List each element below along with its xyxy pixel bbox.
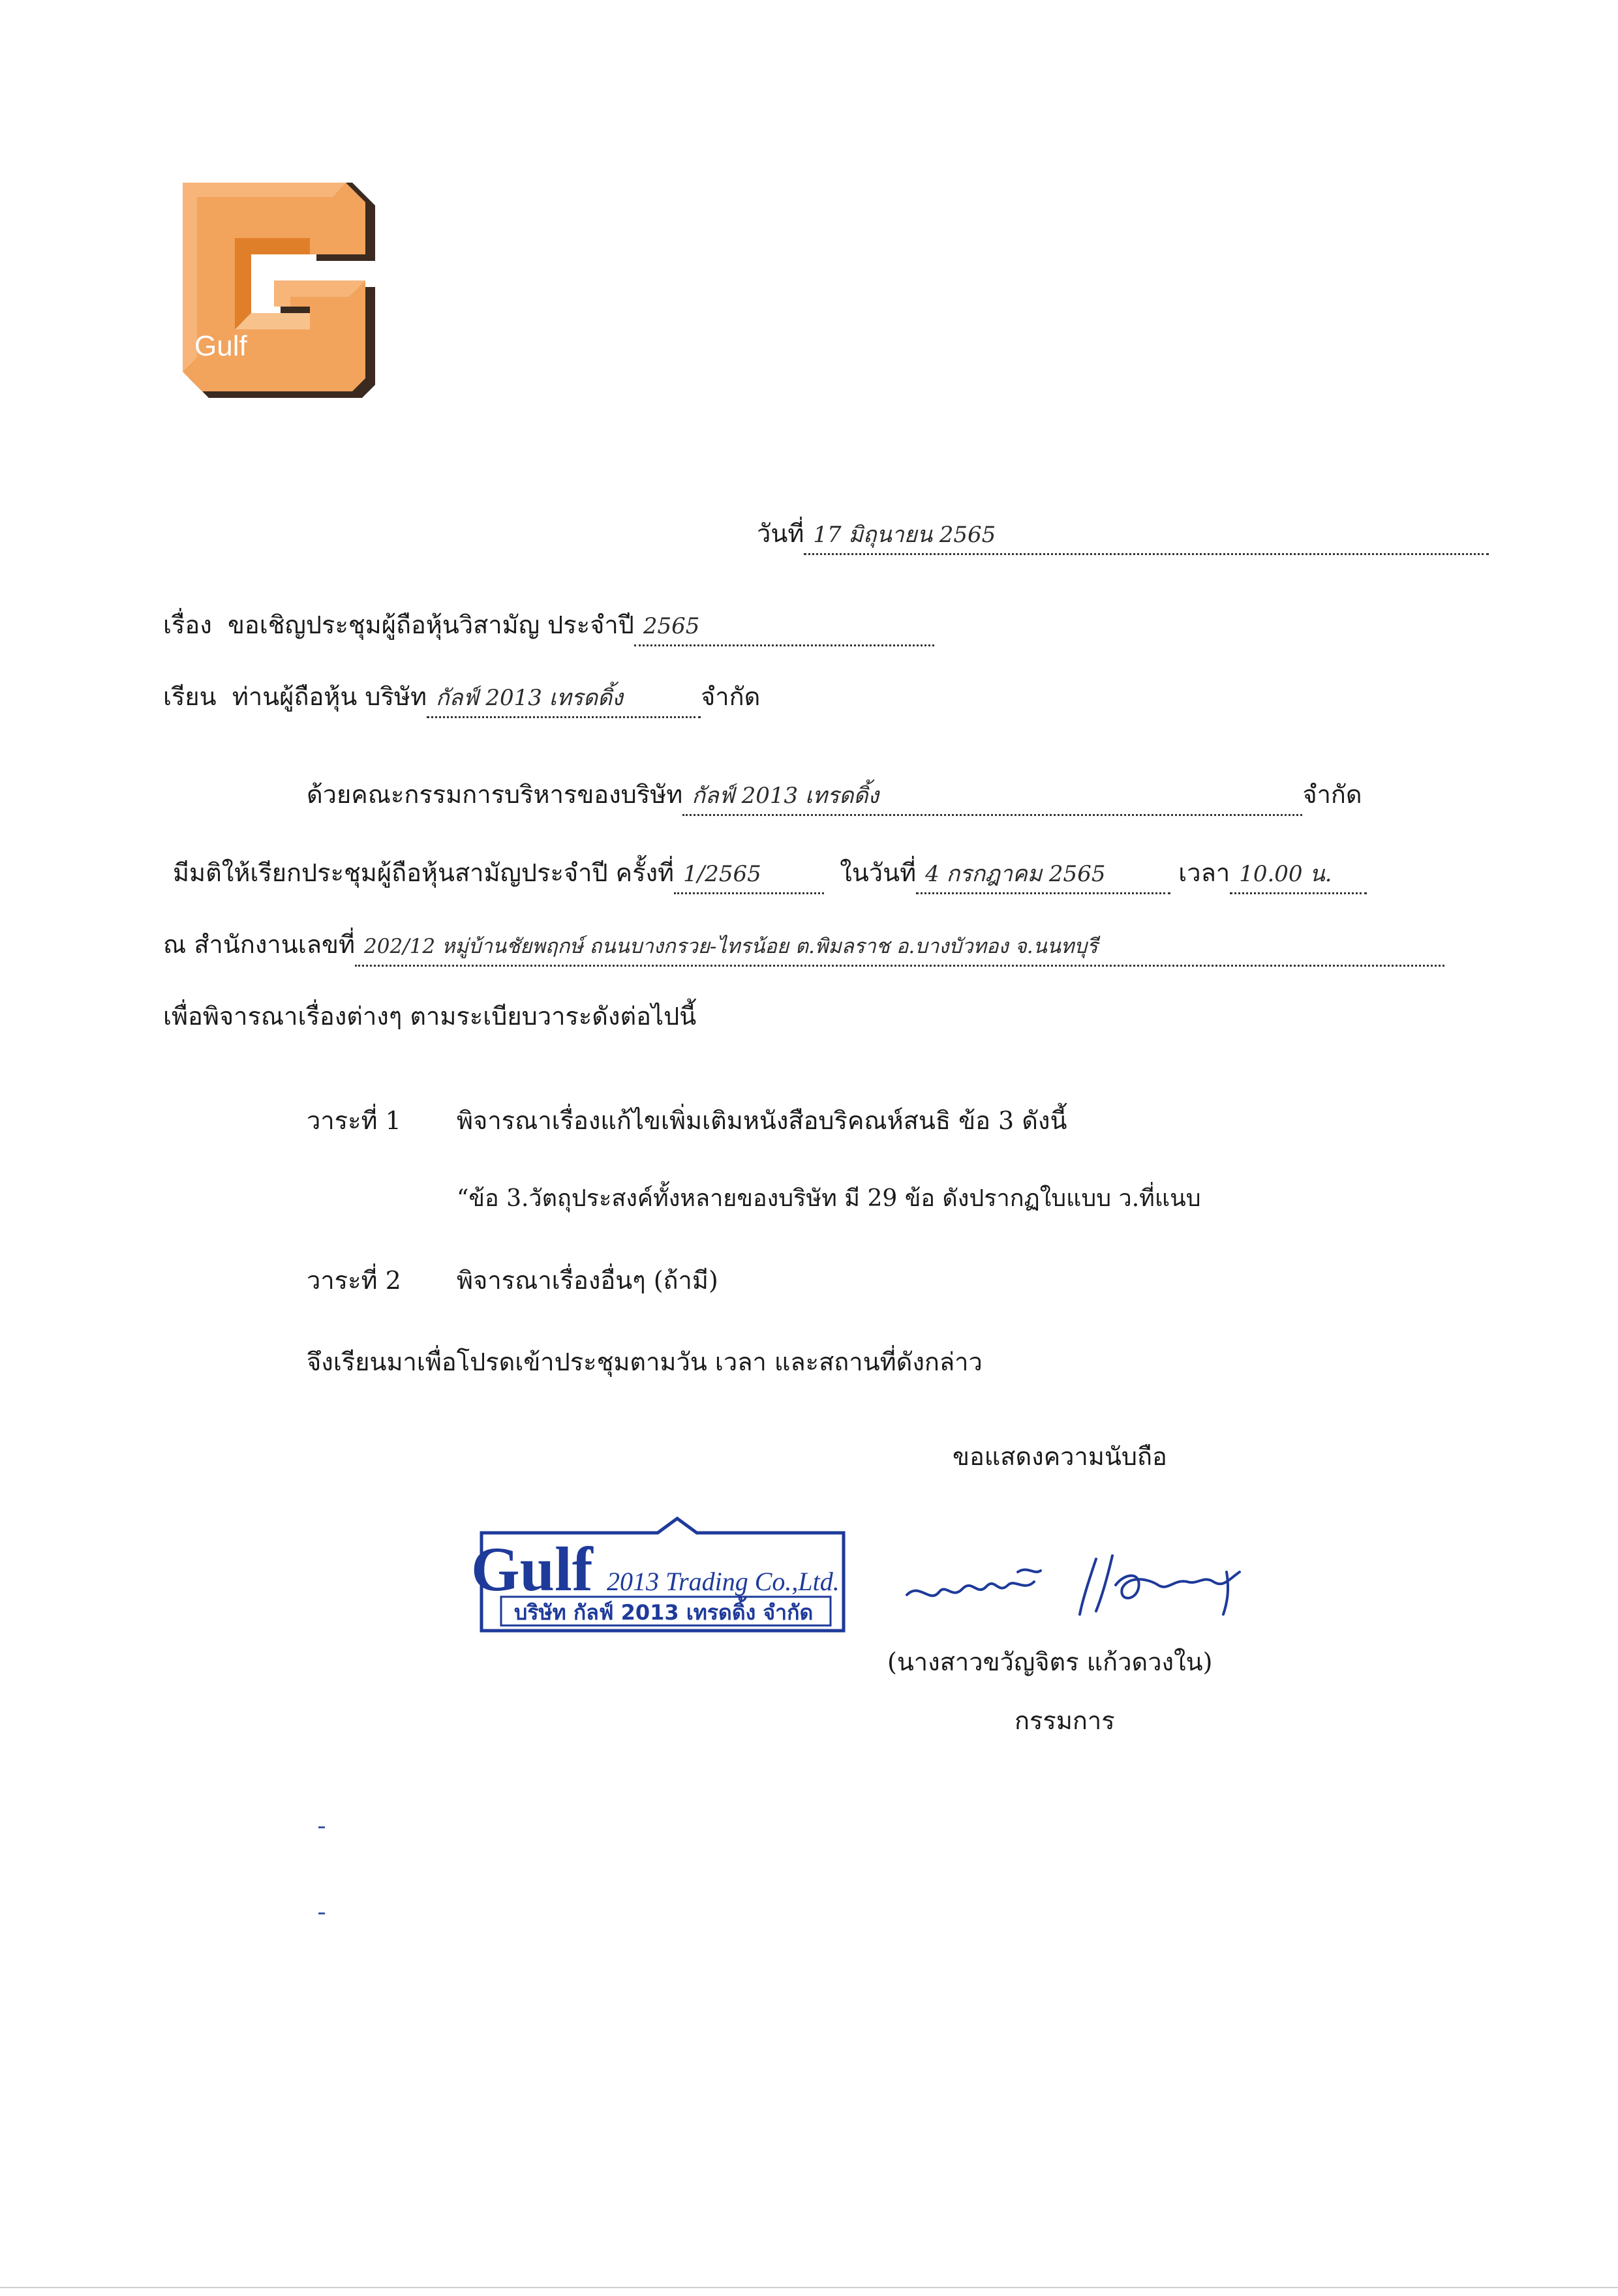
subject-year: 2565 — [634, 608, 934, 646]
dash-mark — [318, 1912, 325, 1914]
meeting-number: 1/2565 — [674, 856, 824, 894]
agenda-2-text: พิจารณาเรื่องอื่นๆ (ถ้ามี) — [457, 1266, 718, 1295]
date-label: วันที่ — [757, 519, 804, 548]
to-suffix: จำกัด — [701, 682, 761, 711]
dash-mark — [318, 1826, 325, 1828]
body-line-1 — [307, 776, 1362, 816]
meeting-address: 202/12 หมู่บ้านชัยพฤกษ์ ถนนบางกรวย-ไทรน้อย ต.พิมลราช อ.บางบัวทอง จ.นนทบุรี — [355, 928, 1444, 967]
to-line — [163, 678, 760, 718]
agenda-1-detail: “ข้อ 3.วัตถุประสงค์ทั้งหลายของบริษัท มี 29 ข้อ ดังปรากฏใบแบบ ว.ที่แนบ — [457, 1185, 1201, 1212]
company-stamp — [462, 1513, 860, 1644]
to-label: เรียน — [163, 682, 217, 711]
page-edge-line — [0, 2287, 1618, 2288]
regards-text: ขอแสดงความนับถือ — [953, 1442, 1167, 1471]
subject-line — [163, 607, 934, 646]
company-logo — [183, 183, 385, 398]
body-line-2 — [173, 854, 1367, 894]
body-line-2-prefix: มีมติให้เรียกประชุมผู้ถือหุ้นสามัญประจำปี ครั้งที่ — [173, 858, 675, 887]
meeting-time-label: เวลา — [1178, 858, 1230, 887]
body-line-3 — [163, 926, 1444, 967]
subject-text: ขอเชิญประชุมผู้ถือหุ้นวิสามัญ ประจำปี — [227, 611, 634, 639]
signatory-name: (นางสาวขวัญจิตร แก้วดวงใน) — [887, 1648, 1213, 1676]
meeting-date: 4 กรกฎาคม 2565 — [916, 856, 1170, 894]
agenda-1-text: พิจารณาเรื่องแก้ไขเพิ่มเติมหนังสือบริคณห์สนธิ ข้อ 3 ดังนี้ — [457, 1106, 1067, 1135]
signatory-title: กรรมการ — [1015, 1706, 1115, 1735]
stamp-thai: บริษัท กัลฟ์ 2013 เทรดดิ้ง จำกัด — [514, 1600, 814, 1625]
meeting-time: 10.00 น. — [1230, 856, 1367, 894]
logo-text: Gulf — [194, 330, 247, 362]
handwritten-signature — [900, 1546, 1266, 1624]
to-text: ท่านผู้ถือหุ้น บริษัท — [232, 682, 427, 711]
stamp-english: 2013 Trading Co.,Ltd. — [607, 1567, 840, 1596]
meeting-date-label: ในวันที่ — [840, 858, 917, 887]
agenda-1-label: วาระที่ 1 — [307, 1106, 401, 1135]
stamp-brand: Gulf — [471, 1534, 593, 1604]
closing-text: จึงเรียนมาเพื่อโปรดเข้าประชุมตามวัน เวลา และสถานที่ดังกล่าว — [307, 1348, 983, 1376]
body-line-4: เพื่อพิจารณาเรื่องต่างๆ ตามระเบียบวาระดังต่อไปนี้ — [163, 1002, 697, 1031]
date-value: 17 มิถุนายน 2565 — [804, 517, 1489, 555]
date-line — [757, 515, 1489, 555]
body-line-3-prefix: ณ สำนักงานเลขที่ — [163, 930, 356, 959]
to-company: กัลฟ์ 2013 เทรดดิ้ง — [427, 680, 701, 718]
agenda-2-label: วาระที่ 2 — [307, 1266, 401, 1295]
subject-label: เรื่อง — [163, 611, 212, 639]
body-line-1-suffix: จำกัด — [1302, 780, 1362, 809]
body-line-1-prefix: ด้วยคณะกรรมการบริหารของบริษัท — [307, 780, 683, 809]
body-company: กัลฟ์ 2013 เทรดดิ้ง — [682, 778, 1302, 816]
